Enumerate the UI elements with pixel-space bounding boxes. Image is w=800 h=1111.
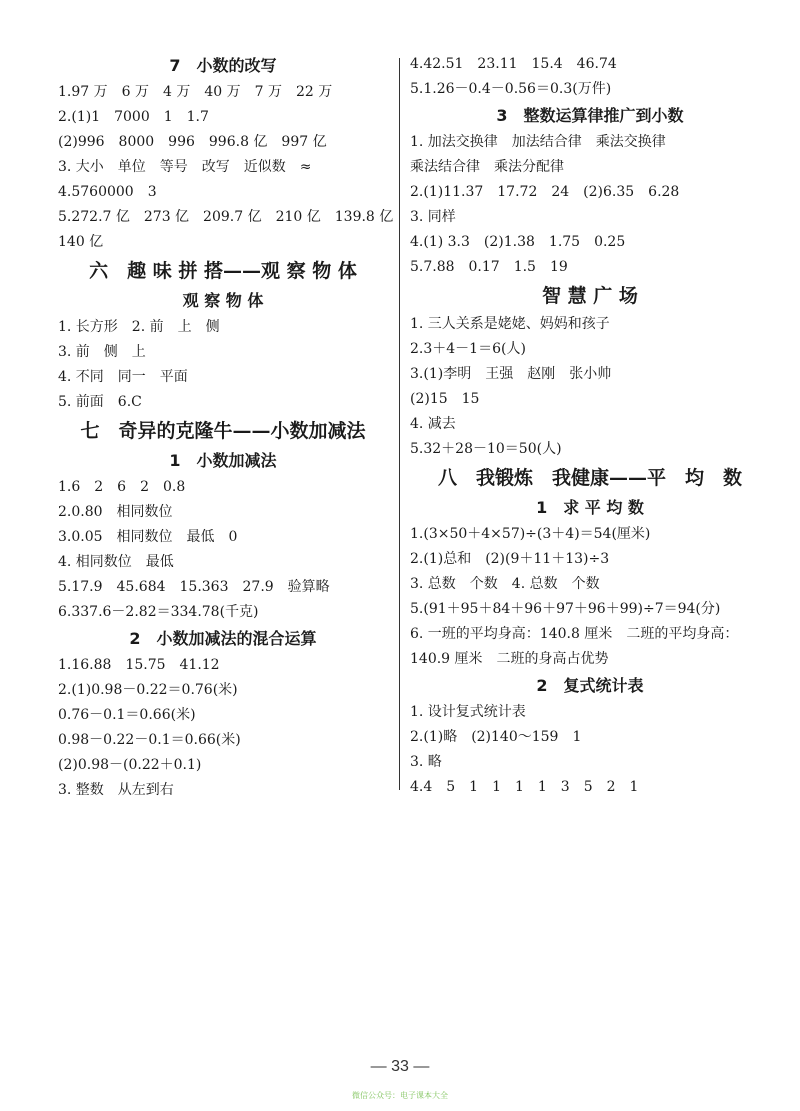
answer-line: 5.1.26－0.4－0.56＝0.3(万件) — [410, 81, 612, 97]
answer-line: 4. 不同 同一 平面 — [58, 369, 188, 385]
section-heading: 1 小数加减法 — [169, 451, 277, 470]
answer-line: 140.9 厘米 二班的身高占优势 — [410, 651, 609, 667]
answer-line: 2.(1)0.98－0.22＝0.76(米) — [58, 682, 238, 698]
right-column — [410, 52, 770, 800]
answer-line: (2)0.98－(0.22＋0.1) — [58, 757, 202, 773]
answer-line: 2.(1)1 7000 1 1.7 — [58, 109, 209, 125]
answer-line: 2.(1)总和 (2)(9＋11＋13)÷3 — [410, 551, 610, 567]
answer-line: 0.98－0.22－0.1＝0.66(米) — [58, 732, 241, 748]
answer-line: 3.(1)李明 王强 赵刚 张小帅 — [410, 366, 612, 382]
answer-line: 0.76－0.1＝0.66(米) — [58, 707, 196, 723]
answer-line: 5.(91＋95＋84＋96＋97＋96＋99)÷7＝94(分) — [410, 601, 721, 617]
answer-line: 4.4 5 1 1 1 1 3 5 2 1 — [410, 779, 639, 795]
answer-line: 3. 略 — [410, 754, 442, 770]
answer-line: 2.(1)11.37 17.72 24 (2)6.35 6.28 — [410, 184, 680, 200]
answer-line: 3. 总数 个数 4. 总数 个数 — [410, 576, 600, 592]
answer-line: 1.97 万 6 万 4 万 40 万 7 万 22 万 — [58, 84, 333, 100]
answer-line: 4. 相同数位 最低 — [58, 554, 174, 570]
answer-line: 4.(1) 3.3 (2)1.38 1.75 0.25 — [410, 234, 626, 250]
answer-line: 3. 大小 单位 等号 改写 近似数 ≈ — [58, 159, 312, 175]
section-heading: 3 整数运算律推广到小数 — [496, 106, 684, 125]
section-heading: 7 小数的改写 — [169, 56, 277, 75]
answer-line: 2.0.80 相同数位 — [58, 504, 173, 520]
answer-line: 5. 前面 6.C — [58, 394, 142, 410]
section-heading: 1 求 平 均 数 — [536, 498, 644, 517]
answer-line: 5.17.9 45.684 15.363 27.9 验算略 — [58, 579, 330, 595]
section-heading: 2 小数加减法的混合运算 — [129, 629, 317, 648]
answer-line: 140 亿 — [58, 234, 104, 250]
answer-line: 4.5760000 3 — [58, 184, 157, 200]
answer-line: 1.(3×50＋4×57)÷(3＋4)＝54(厘米) — [410, 526, 651, 542]
answer-line: 乘法结合律 乘法分配律 — [410, 159, 564, 175]
answer-line: 1.6 2 6 2 0.8 — [58, 479, 186, 495]
page-number: — 33 — — [370, 1058, 430, 1075]
answer-line: 3. 整数 从左到右 — [58, 782, 174, 798]
answer-line: 6. 一班的平均身高：140.8 厘米 二班的平均身高： — [410, 626, 739, 642]
answer-line: (2)996 8000 996 996.8 亿 997 亿 — [58, 134, 327, 150]
watermark: 微信公众号：电子课本大全 — [352, 1091, 448, 1100]
left-column — [58, 52, 394, 803]
answer-line: 1. 长方形 2. 前 上 侧 — [58, 319, 220, 335]
answer-line: 3.0.05 相同数位 最低 0 — [58, 529, 238, 545]
column-divider — [399, 58, 400, 790]
section-heading: 观 察 物 体 — [182, 291, 264, 310]
answer-line: 6.337.6－2.82＝334.78(千克) — [58, 604, 259, 620]
answer-line: 5.272.7 亿 273 亿 209.7 亿 210 亿 139.8 亿 — [58, 209, 394, 225]
chapter-heading: 八 我锻炼 我健康——平 均 数 — [437, 467, 742, 489]
answer-line: 1. 设计复式统计表 — [410, 704, 526, 720]
answer-line: 5.32＋28－10＝50(人) — [410, 441, 562, 457]
answer-line: 5.7.88 0.17 1.5 19 — [410, 259, 568, 275]
answer-line: 1. 三人关系是姥姥、妈妈和孩子 — [410, 316, 610, 332]
answer-line: (2)15 15 — [410, 391, 480, 407]
answer-line: 1.16.88 15.75 41.12 — [58, 657, 220, 673]
chapter-heading: 七 奇异的克隆牛——小数加减法 — [80, 420, 366, 442]
chapter-heading: 六 趣 味 拼 搭——观 察 物 体 — [89, 260, 357, 282]
answer-line: 1. 加法交换律 加法结合律 乘法交换律 — [410, 134, 666, 150]
answer-line: 2.(1)略 (2)140～159 1 — [410, 729, 582, 745]
answer-line: 2.3＋4－1＝6(人) — [410, 341, 526, 357]
chapter-heading: 智 慧 广 场 — [542, 285, 638, 307]
answer-line: 3. 同样 — [410, 209, 456, 225]
answer-line: 4. 减去 — [410, 416, 456, 432]
answer-line: 3. 前 侧 上 — [58, 344, 146, 360]
section-heading: 2 复式统计表 — [536, 676, 644, 695]
answer-line: 4.42.51 23.11 15.4 46.74 — [410, 56, 617, 72]
